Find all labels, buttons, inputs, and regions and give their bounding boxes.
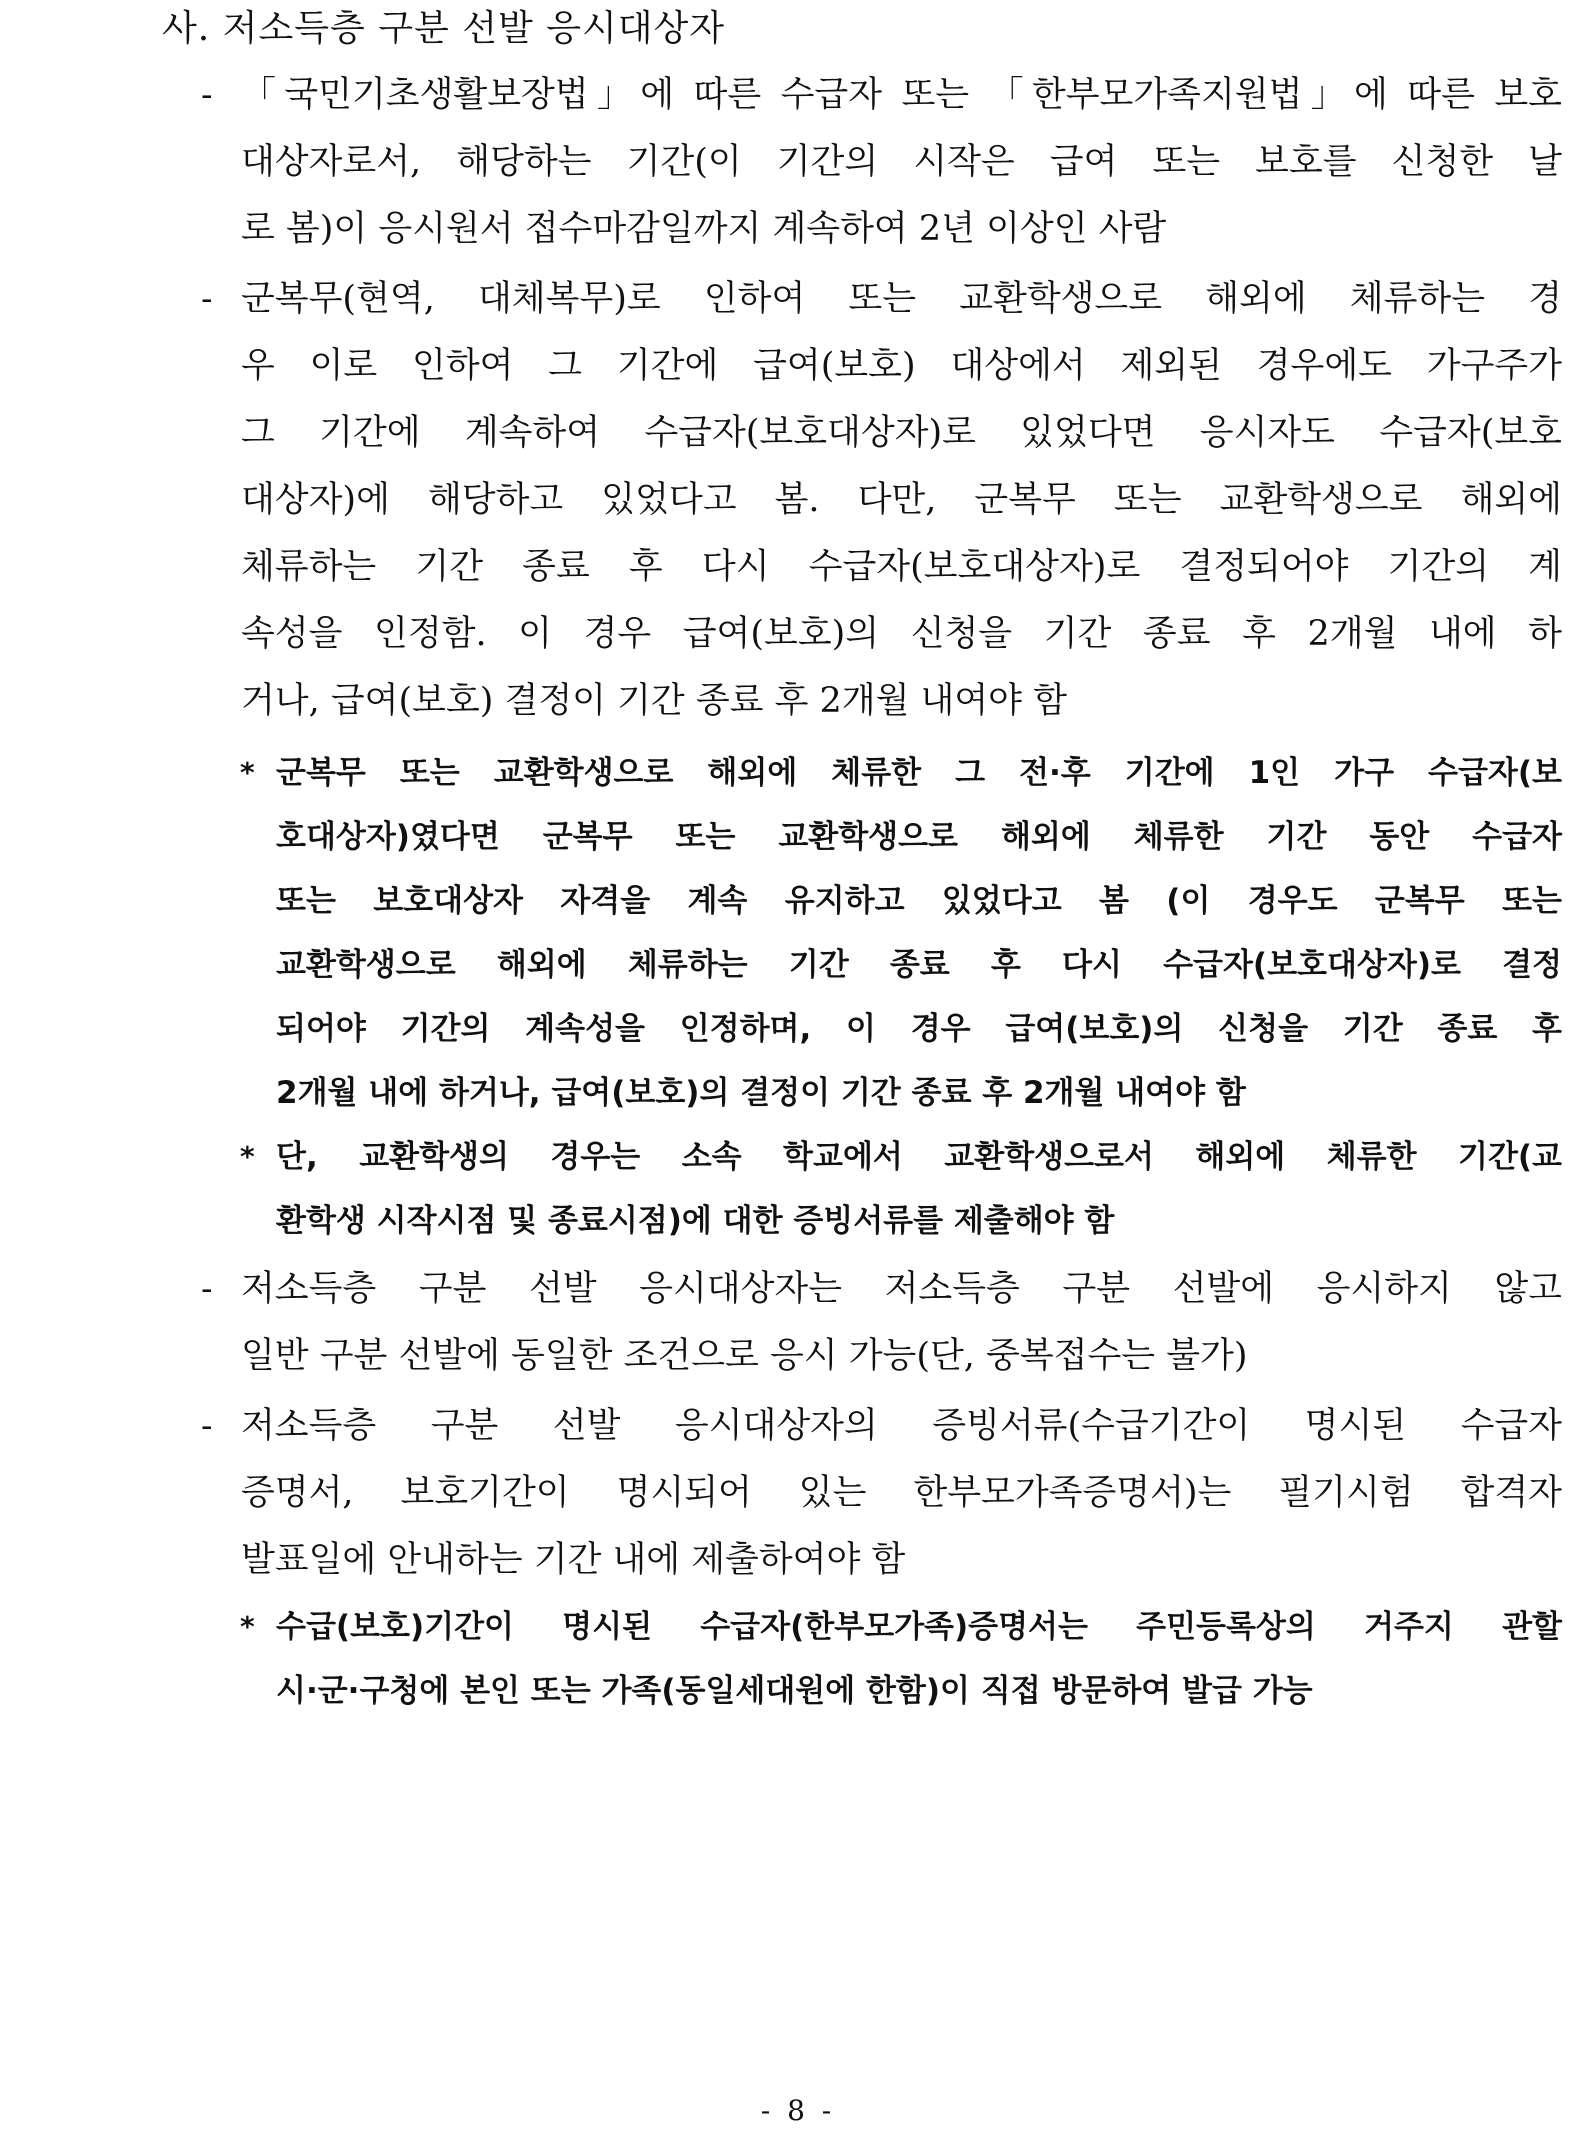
note-line: 수급(보호)기간이 명시된 수급자(한부모가족)증명서는 주민등록상의 거주지 관할 [276, 1609, 1562, 1645]
paragraph-line: 증명서, 보호기간이 명시되어 있는 한부모가족증명서)는 필기시험 합격자 [241, 1473, 1562, 1513]
general-application-item [201, 1256, 1562, 1390]
note-line: 또는 보호대상자 자격을 계속 유지하고 있었다고 봄 (이 경우도 군복무 또는 [276, 883, 1562, 919]
paragraph-line: 우 이로 인하여 그 기간에 급여(보호) 대상에서 제외된 경우에도 가구주가 [241, 346, 1562, 386]
certificate-issuance-note [240, 1595, 1562, 1723]
asterisk-bullet: * [240, 756, 255, 789]
paragraph-line: 그 기간에 계속하여 수급자(보호대상자)로 있었다면 응시자도 수급자(보호 [241, 413, 1562, 453]
paragraph-line: 속성을 인정함. 이 경우 급여(보호)의 신청을 기간 종료 후 2개월 내에 하 [241, 614, 1562, 654]
asterisk-bullet: * [240, 1610, 255, 1643]
note-line: 교환학생으로 해외에 체류하는 기간 종료 후 다시 수급자(보호대상자)로 결정 [276, 947, 1562, 983]
paragraph-line: 군복무(현역, 대체복무)로 인하여 또는 교환학생으로 해외에 체류하는 경 [241, 279, 1562, 319]
paragraph-line: 저소득층 구분 선발 응시대상자는 저소득층 구분 선발에 응시하지 않고 [241, 1269, 1562, 1309]
note-line: 시·군·구청에 본인 또는 가족(동일세대원에 한함)이 직접 방문하여 발급 가능 [276, 1673, 1313, 1709]
page-number: - 8 - [760, 2094, 836, 2127]
dash-bullet: - [201, 1406, 213, 1446]
exchange-student-note [240, 1125, 1562, 1253]
asterisk-bullet: * [240, 1140, 255, 1173]
paragraph-line: 저소득층 구분 선발 응시대상자의 증빙서류(수급기간이 명시된 수급자 [241, 1406, 1562, 1446]
note-line: 군복무 또는 교환학생으로 해외에 체류한 그 전·후 기간에 1인 가구 수급자(보 [276, 755, 1562, 791]
note-line: 2개월 내에 하거나, 급여(보호)의 결정이 기간 종료 후 2개월 내여야 함 [276, 1075, 1246, 1111]
single-household-note [240, 741, 1562, 1125]
paragraph-line: 로 봄)이 응시원서 접수마감일까지 계속하여 2년 이상인 사람 [241, 209, 1167, 249]
dash-bullet: - [201, 75, 213, 115]
documents-submission-item [201, 1393, 1562, 1594]
note-line: 되어야 기간의 계속성을 인정하며, 이 경우 급여(보호)의 신청을 기간 종료 후 [276, 1011, 1562, 1047]
eligibility-item [201, 62, 1562, 263]
note-line: 단, 교환학생의 경우는 소속 학교에서 교환학생으로서 해외에 체류한 기간(교 [276, 1139, 1562, 1175]
dash-bullet: - [201, 1269, 213, 1309]
paragraph-line: 대상자)에 해당하고 있었다고 봄. 다만, 군복무 또는 교환학생으로 해외에 [241, 480, 1562, 520]
paragraph-line: 거나, 급여(보호) 결정이 기간 종료 후 2개월 내여야 함 [241, 681, 1067, 721]
paragraph-line: 발표일에 안내하는 기간 내에 제출하여야 함 [241, 1540, 906, 1580]
military-exchange-item [201, 266, 1562, 735]
paragraph-line: 대상자로서, 해당하는 기간(이 기간의 시작은 급여 또는 보호를 신청한 날 [241, 142, 1562, 182]
paragraph-line: 「국민기초생활보장법」에 따른 수급자 또는 「한부모가족지원법」에 따른 보호 [241, 75, 1562, 115]
paragraph-line: 체류하는 기간 종료 후 다시 수급자(보호대상자)로 결정되어야 기간의 계 [241, 547, 1562, 587]
paragraph-line: 일반 구분 선발에 동일한 조건으로 응시 가능(단, 중복접수는 불가) [241, 1336, 1248, 1376]
section-heading: 사. 저소득층 구분 선발 응시대상자 [162, 8, 726, 49]
dash-bullet: - [201, 279, 213, 319]
note-line: 환학생 시작시점 및 종료시점)에 대한 증빙서류를 제출해야 함 [276, 1203, 1115, 1239]
note-line: 호대상자)였다면 군복무 또는 교환학생으로 해외에 체류한 기간 동안 수급자 [276, 819, 1562, 855]
